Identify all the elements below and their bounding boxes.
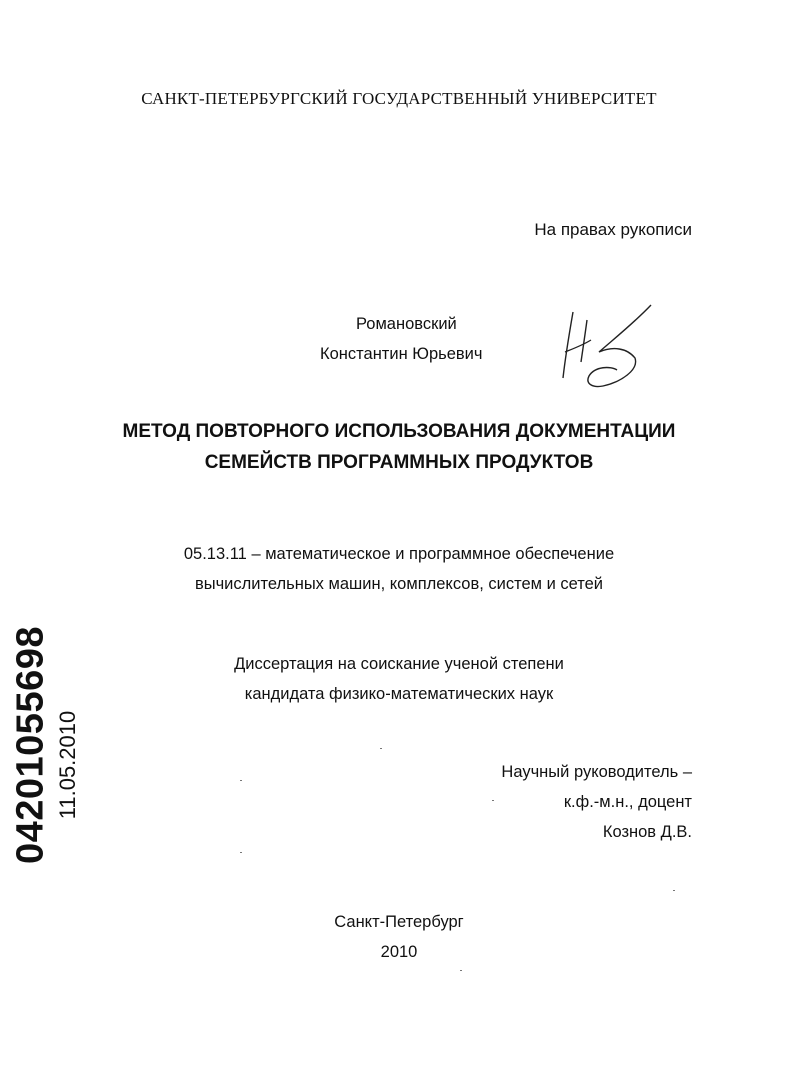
scan-speck [460,970,462,971]
degree-line-2: кандидата физико-математических наук [244,685,554,703]
degree-line-1: Диссертация на соискание ученой степени [234,655,564,673]
library-stamp-date-text: 11.05.2010 [55,710,80,820]
supervisor-credentials: к.ф.-м.н., доцент [563,793,692,811]
scan-speck [240,852,242,853]
author-surname: Романовский [356,315,457,333]
scan-speck [673,890,675,891]
supervisor-name: Кознов Д.В. [602,823,692,841]
year: 2010 [380,943,418,961]
library-stamp-number-text: 04201055698 [9,626,52,864]
scan-speck [380,748,382,749]
scan-speck [240,780,242,781]
author-given-names: Константин Юрьевич [320,345,483,363]
specialty-line-1: 05.13.11 – математическое и программное обеспечение [183,545,615,563]
scan-speck [492,800,494,801]
author-signature [555,300,665,395]
university-name: САНКТ-ПЕТЕРБУРГСКИЙ ГОСУДАРСТВЕННЫЙ УНИВЕРСИТЕТ [141,89,657,108]
thesis-title-line-1: МЕТОД ПОВТОРНОГО ИСПОЛЬЗОВАНИЯ ДОКУМЕНТАЦИИ [122,421,676,442]
manuscript-note: На правах рукописи [534,220,692,239]
specialty-line-2: вычислительных машин, комплексов, систем и сетей [194,575,604,593]
thesis-title-line-2: СЕМЕЙСТВ ПРОГРАММНЫХ ПРОДУКТОВ [204,452,594,473]
city: Санкт-Петербург [334,913,464,931]
supervisor-role: Научный руководитель – [501,763,692,781]
